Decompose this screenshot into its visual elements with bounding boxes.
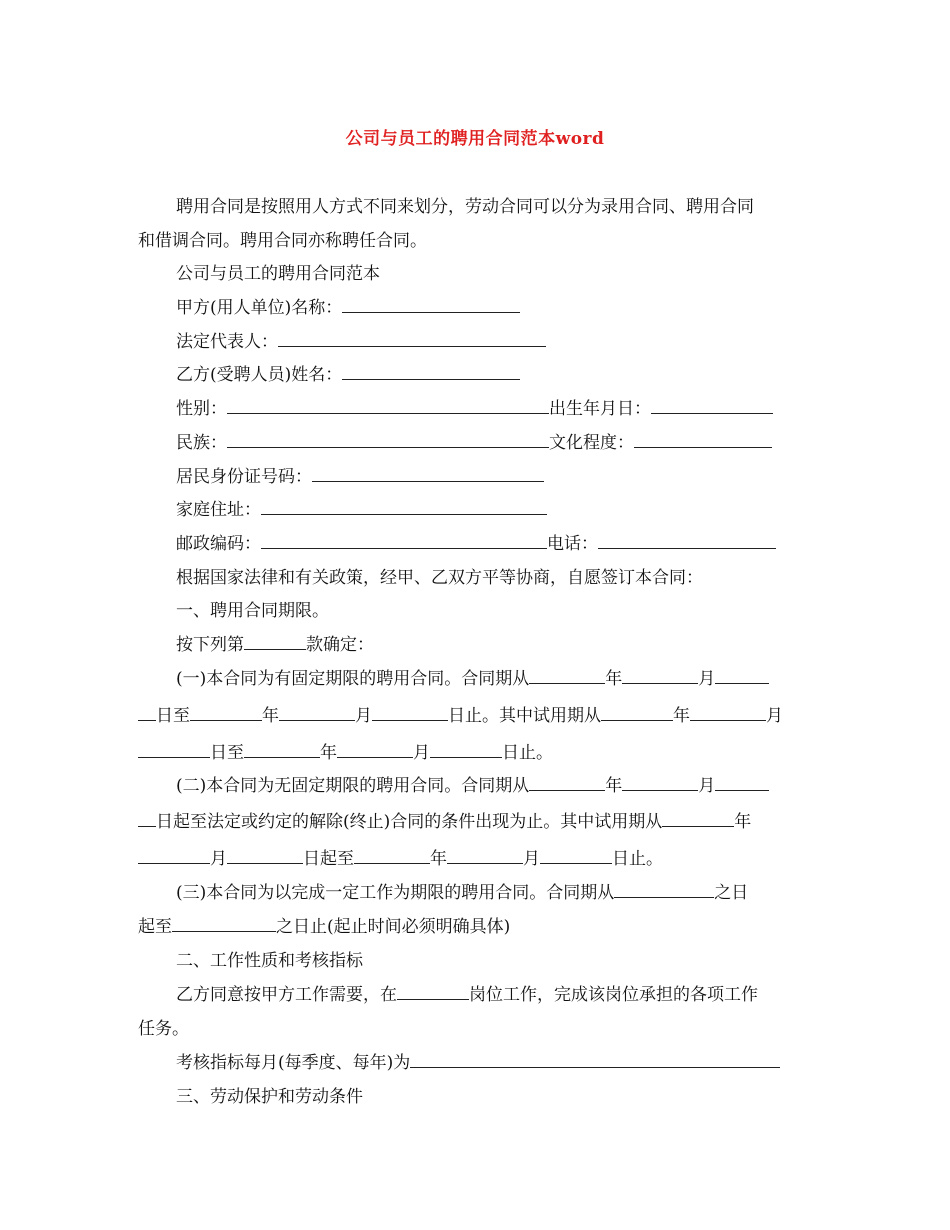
agreement-text: 根据国家法律和有关政策，经甲、乙双方平等协商，自愿签订本合同： [176,568,703,588]
clause-2-line-2 [138,811,751,833]
probation-text: 日止。其中试用期从 [448,706,601,726]
address-label: 家庭住址： [176,500,261,520]
id-number-row [176,466,544,488]
day-from-label: 日起至 [303,849,354,869]
end-date-blank[interactable] [172,917,276,932]
determine-text-a: 按下列第 [176,635,244,655]
determine-row [176,634,374,656]
month-label: 月 [523,849,540,869]
year-label: 年 [605,669,623,689]
duty-text-b: 岗位工作，完成该岗位承担的各项工作 [469,985,758,1005]
clause-1-line-1 [176,668,769,690]
clause-2-line-3 [138,848,663,870]
id-number-blank[interactable] [312,467,544,482]
clause-3-note: 之日止(起止时间必须明确具体) [276,917,511,937]
day-blank[interactable] [138,743,210,758]
day-blank[interactable] [430,743,502,758]
duty-line-1 [176,984,758,1006]
month-blank[interactable] [622,776,698,791]
month-label: 月 [355,706,372,726]
day-blank[interactable] [227,849,303,864]
phone-blank[interactable] [598,534,776,549]
education-blank[interactable] [634,433,772,448]
month-blank[interactable] [622,669,698,684]
gender-label: 性别： [176,399,227,419]
section-3-heading: 三、劳动保护和劳动条件 [176,1087,363,1107]
assessment-text: 考核指标每月(每季度、每年)为 [176,1053,411,1073]
year-blank[interactable] [529,776,605,791]
day-blank[interactable] [138,812,156,827]
postcode-blank[interactable] [261,534,547,549]
day-to-label: 日至 [210,743,244,763]
day-blank[interactable] [372,706,448,721]
intro-line-2: 和借调合同。聘用合同亦称聘任合同。 [138,231,427,251]
year-blank[interactable] [244,743,320,758]
year-label: 年 [734,812,752,832]
clause-2-condition: 日起至法定或约定的解除(终止)合同的条件出现为止。其中试用期从 [156,812,663,832]
month-label: 月 [210,849,227,869]
clause-blank[interactable] [244,635,306,650]
party-b-blank[interactable] [342,365,520,380]
from-label: 起至 [138,917,172,937]
education-label: 文化程度： [549,433,634,453]
month-label: 月 [766,706,783,726]
document-title: 公司与员工的聘用合同范本word [345,129,605,149]
party-b-row [176,364,520,386]
end-label: 日止。 [502,743,553,763]
clause-3-text: (三)本合同为以完成一定工作为期限的聘用合同。合同期从 [176,883,615,903]
year-label: 年 [673,706,690,726]
party-b-label: 乙方(受聘人员)姓名： [176,365,343,385]
clause-3-line-1 [176,882,748,904]
postcode-row [176,533,776,555]
month-blank[interactable] [447,849,523,864]
clause-1-text: (一)本合同为有固定期限的聘用合同。合同期从 [176,669,530,689]
section-1-heading: 一、聘用合同期限。 [176,601,329,621]
month-label: 月 [413,743,430,763]
intro-line-1: 聘用合同是按照用人方式不同来划分，劳动合同可以分为录用合同、聘用合同 [176,197,754,217]
ethnicity-blank[interactable] [227,433,549,448]
party-a-row [176,297,520,319]
duty-text-a: 乙方同意按甲方工作需要，在 [176,985,397,1005]
day-blank[interactable] [715,776,769,791]
month-label: 月 [698,669,716,689]
address-row [176,499,547,521]
month-label: 月 [698,776,716,796]
party-a-blank[interactable] [342,298,520,313]
duty-line-2: 任务。 [138,1019,189,1039]
year-label: 年 [430,849,447,869]
clause-1-line-2 [138,705,783,727]
clause-1-line-3 [138,742,553,764]
gender-row [176,398,773,420]
contract-heading: 公司与员工的聘用合同范本 [176,264,380,284]
clause-2-text: (二)本合同为无固定期限的聘用合同。合同期从 [176,776,530,796]
clause-2-line-1 [176,775,769,797]
address-blank[interactable] [261,500,547,515]
year-label: 年 [605,776,623,796]
month-blank[interactable] [337,743,413,758]
end-label: 日止。 [612,849,663,869]
ethnicity-row [176,432,772,454]
year-blank[interactable] [601,706,673,721]
id-number-label: 居民身份证号码： [176,467,312,487]
legal-rep-blank[interactable] [278,332,546,347]
year-label: 年 [320,743,337,763]
postcode-label: 邮政编码： [176,534,261,554]
day-to-label: 日至 [156,706,190,726]
legal-rep-label: 法定代表人： [176,332,278,352]
birth-blank[interactable] [651,399,773,414]
party-a-label: 甲方(用人单位)名称： [176,298,343,318]
year-label: 年 [262,706,279,726]
year-blank[interactable] [662,812,734,827]
day-blank[interactable] [540,849,612,864]
day-blank[interactable] [715,669,769,684]
year-blank[interactable] [190,706,262,721]
phone-label: 电话： [547,534,598,554]
clause-3-line-2 [138,916,510,938]
section-2-heading: 二、工作性质和考核指标 [176,951,363,971]
start-date-blank[interactable] [614,883,714,898]
day-blank[interactable] [138,706,156,721]
birth-label: 出生年月日： [549,399,651,419]
year-blank[interactable] [529,669,605,684]
month-blank[interactable] [279,706,355,721]
year-blank[interactable] [354,849,430,864]
legal-rep-row [176,331,546,353]
determine-text-b: 款确定： [306,635,374,655]
gender-blank[interactable] [227,399,549,414]
assessment-blank[interactable] [410,1053,780,1068]
ethnicity-label: 民族： [176,433,227,453]
month-blank[interactable] [138,849,210,864]
assessment-row [176,1052,780,1074]
day-label: 之日 [714,883,749,903]
position-blank[interactable] [397,985,469,1000]
month-blank[interactable] [690,706,766,721]
